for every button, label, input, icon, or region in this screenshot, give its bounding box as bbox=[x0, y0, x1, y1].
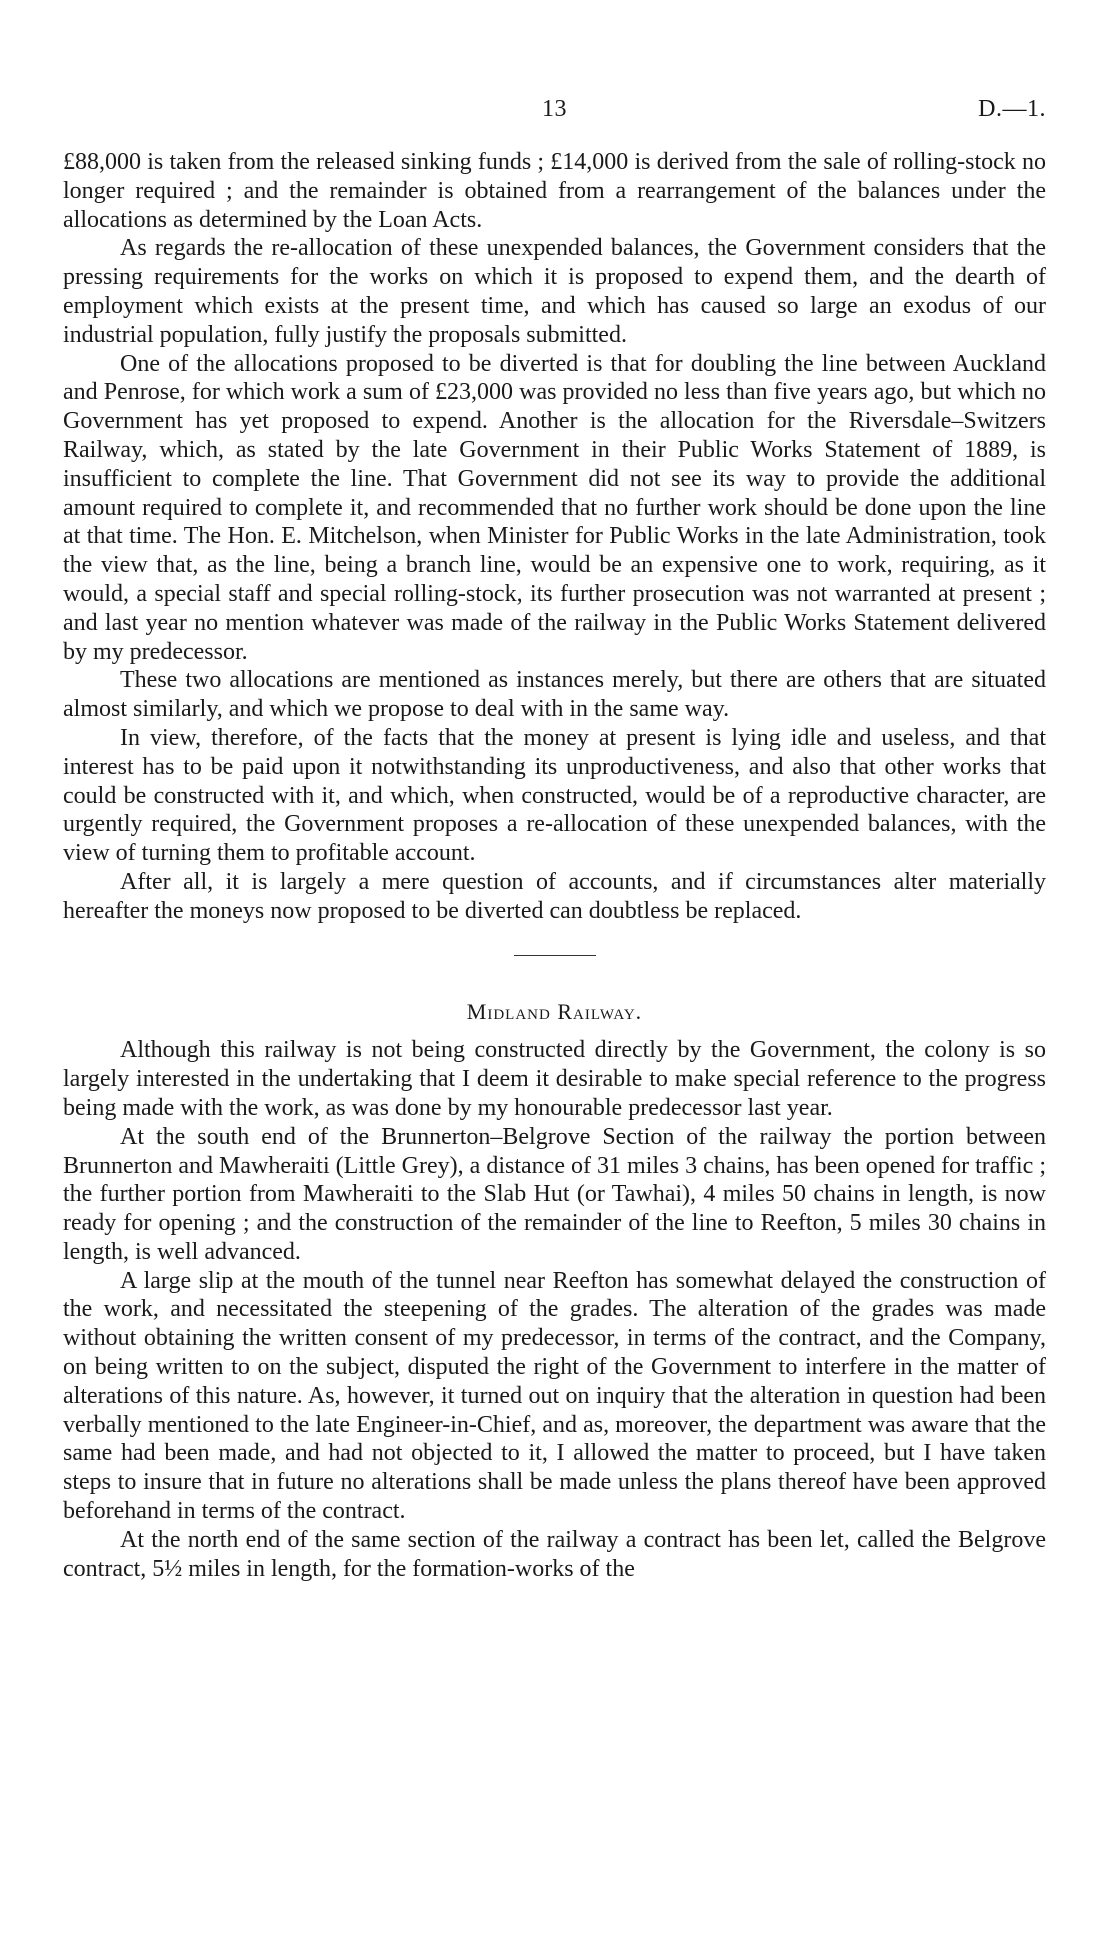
paragraph: These two allocations are mentioned as instances merely, but there are others that are situated almost similarly, and which we propose to deal with in the same way. bbox=[63, 667, 1046, 723]
paragraph: One of the allocations proposed to be diverted is that for doubling the line between Auckland and Penrose, for which work a sum of £23,000 was provided no less than five years ago, but which no Government has yet proposed to expend. Another is the allocation for the Riversdale–Switzers Railway, which, as stated by the late Government in their Public Works Statement of 1889, is insufficient to complete the line. That Government did not see its way to provide the additional amount required to complete it, and recommended that no further work should be done upon the line at that time. The Hon. E. Mitchelson, when Minister for Public Works in the late Administration, took the view that, as the line, being a branch line, would be an expensive one to work, requiring, as it would, a special staff and special rolling-stock, its further prosecution was not warranted at present ; and last year no mention whatever was made of the railway in the Public Works Statement delivered by my predecessor. bbox=[63, 350, 1046, 665]
body-text bbox=[63, 148, 1046, 1583]
paragraph: Although this railway is not being constructed directly by the Government, the colony is so largely interested in the undertaking that I deem it desirable to make special reference to the progress being made with the work, as was done by my honourable predecessor last year. bbox=[63, 1037, 1046, 1121]
paragraph: As regards the re-allocation of these unexpended balances, the Government considers that the pressing requirements for the works on which it is proposed to expend them, and the dearth of employment which exists at the present time, and which has caused so large an exodus of our industrial population, fully justify the proposals submitted. bbox=[63, 235, 1046, 348]
paragraph: At the north end of the same section of the railway a contract has been let, called the Belgrove contract, 5½ miles in length, for the formation-works of the bbox=[63, 1526, 1046, 1582]
divider-rule bbox=[514, 955, 596, 956]
page-number: 13 bbox=[542, 96, 567, 122]
paragraph: After all, it is largely a mere question of accounts, and if circumstances alter materially hereafter the moneys now proposed to be diverted can doubtless be replaced. bbox=[63, 868, 1046, 924]
section-divider bbox=[63, 926, 1046, 986]
paragraph: At the south end of the Brunnerton–Belgrove Section of the railway the portion between Brunnerton and Mawheraiti (Little Grey), a distance of 31 miles 3 chains, has been opened for traffic ; the further portion from Mawheraiti to the Slab Hut (or Tawhai), 4 miles 50 chains in length, is now ready for opening ; and the construction of the remainder of the line to Reefton, 5 miles 30 chains in length, is well advanced. bbox=[63, 1123, 1046, 1265]
paragraph: A large slip at the mouth of the tunnel near Reefton has somewhat delayed the construction of the work, and necessitated the steepening of the grades. The alteration of the grades was made without obtaining the written consent of my predecessor, in terms of the contract, and the Company, on being written to on the subject, disputed the right of the Government to interfere in the matter of alterations of this nature. As, however, it turned out on inquiry that the alteration in question had been verbally mentioned to the late Engineer-in-Chief, and as, moreover, the department was aware that the same had been made, and had not objected to it, I allowed the matter to proceed, but I have taken steps to insure that in future no alterations shall be made unless the plans thereof have been approved beforehand in terms of the contract. bbox=[63, 1267, 1046, 1525]
paragraph: In view, therefore, of the facts that the money at present is lying idle and useless, and that interest has to be paid upon it notwithstanding its unproductiveness, and also that other works that could be constructed with it, and which, when constructed, would be of a reproductive character, are urgently required, the Government proposes a re-allocation of these unexpended balances, with the view of turning them to profitable account. bbox=[63, 724, 1046, 867]
paragraph: £88,000 is taken from the released sinking funds ; £14,000 is derived from the sale of rolling-stock no longer required ; and the remainder is obtained from a rearrangement of the balances under the allocations as determined by the Loan Acts. bbox=[63, 149, 1046, 233]
section-heading: Midland Railway. bbox=[466, 998, 643, 1024]
page-header bbox=[63, 96, 1046, 126]
document-code: D.—1. bbox=[978, 96, 1046, 122]
